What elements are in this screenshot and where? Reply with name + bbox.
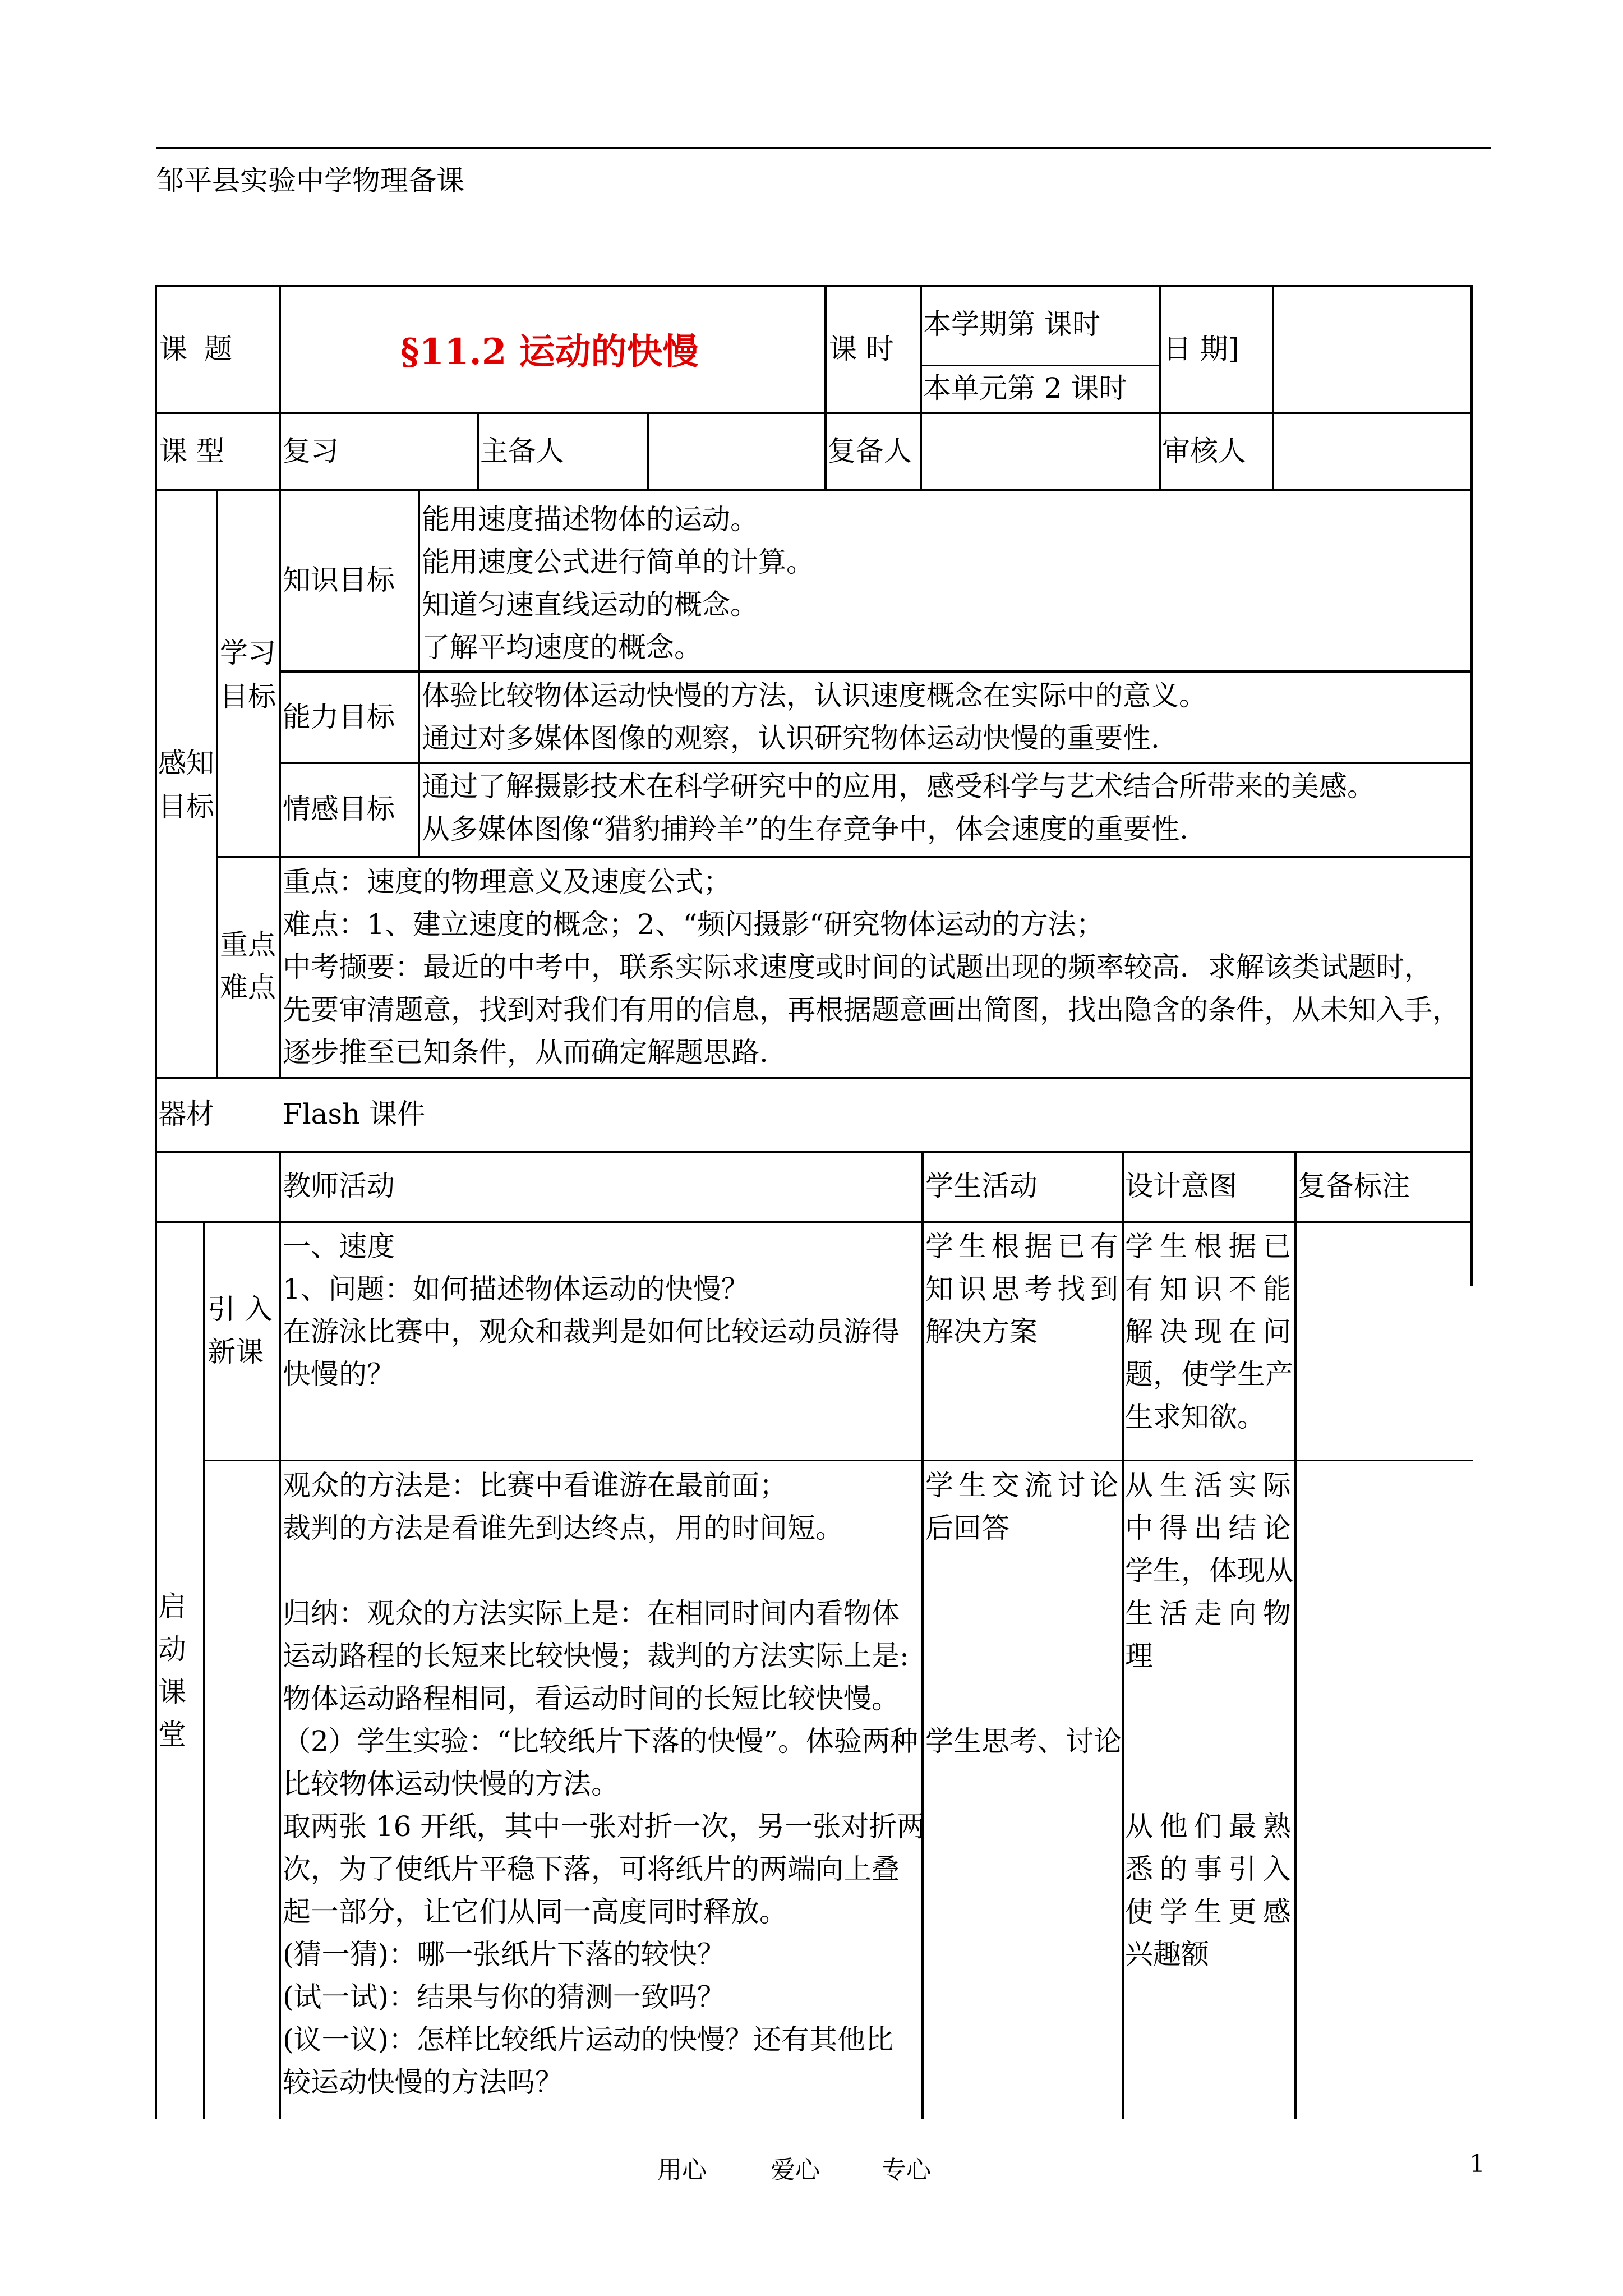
page-number: 1 — [1469, 2150, 1485, 2178]
class-teacher-line: 裁判的方法是看谁先到达终点，用的时间短。 — [283, 1512, 843, 1544]
class-design-line: 学生，体现从 — [1125, 1554, 1293, 1587]
intro-design-line: 学生根据已 — [1125, 1230, 1291, 1263]
period-unit: 本单元第 2 课时 — [923, 372, 1127, 404]
key-line: 重点：速度的物理意义及速度公式； — [283, 866, 731, 898]
footer-word-1: 用心 — [657, 2156, 707, 2184]
class-design-line: 悉的事引入 — [1125, 1853, 1291, 1885]
class-label-char: 堂 — [158, 1718, 186, 1751]
class-label-char: 动 — [158, 1633, 186, 1665]
key-line: 中考撷要：最近的中考中，联系实际求速度或时间的试题出现的频率较高．求解该类试题时， — [283, 951, 1432, 983]
intro-design-line: 有知识不能 — [1125, 1273, 1291, 1305]
lead-label: 主备人 — [480, 435, 564, 467]
class-label-char: 课 — [158, 1676, 186, 1708]
class-teacher-line: 运动路程的长短来比较快慢；裁判的方法实际上是: — [283, 1640, 909, 1672]
ability-goal-label: 能力目标 — [283, 701, 395, 733]
class-teacher-line: 比较物体运动快慢的方法。 — [283, 1768, 619, 1800]
class-label-char: 启 — [158, 1590, 186, 1623]
class-teacher-line: (猜一猜)：哪一张纸片下落的较快？ — [283, 1938, 726, 1971]
footer-word-2: 爱心 — [771, 2156, 820, 2184]
review-note-header: 复备标注 — [1298, 1170, 1410, 1202]
emotion-line: 从多媒体图像“猎豹捕羚羊”的生存竞争中，体会速度的重要性. — [422, 813, 1189, 845]
key-line: 难点：1、建立速度的概念；2、“频闪摄影“研究物体运动的方法； — [283, 908, 1104, 941]
class-student-line: 学生交流讨论 — [925, 1469, 1118, 1502]
intro-student-line: 学生根据已有 — [925, 1230, 1118, 1263]
perception-label-2: 目标 — [158, 790, 214, 823]
class-teacher-line: （2）学生实验：“比较纸片下落的快慢”。体验两种 — [283, 1725, 918, 1757]
class-design-line: 生活走向物 — [1125, 1597, 1291, 1630]
study-goal-label-1: 学习 — [220, 637, 276, 669]
intro-student-line: 知识思考找到 — [925, 1273, 1118, 1305]
class-teacher-line: 较运动快慢的方法吗？ — [283, 2066, 563, 2099]
key-line: 先要审清题意，找到对我们有用的信息，再根据题意画出简图，找出隐含的条件，从未知入手， — [283, 993, 1460, 1026]
emotion-goal-label: 情感目标 — [283, 793, 395, 825]
school-header: 邹平县实验中学物理备课 — [156, 164, 464, 197]
class-teacher-line: (议一议)：怎样比较纸片运动的快慢？还有其他比 — [283, 2023, 894, 2056]
perception-label-1: 感知 — [158, 747, 214, 779]
class-design-line: 兴趣额 — [1125, 1938, 1209, 1971]
knowledge-line: 能用速度公式进行简单的计算。 — [422, 546, 814, 578]
header-rule — [156, 147, 1491, 149]
study-goal-label-2: 目标 — [220, 680, 276, 713]
class-design-line: 从他们最熟 — [1125, 1810, 1291, 1843]
key-line: 逐步推至已知条件，从而确定解题思路. — [283, 1036, 768, 1069]
class-teacher-line: 次，为了使纸片平稳下落，可将纸片的两端向上叠 — [283, 1853, 900, 1885]
type-value: 复习 — [283, 435, 339, 467]
topic-label: 课 题 — [159, 333, 232, 365]
class-design-line: 使学生更感 — [1125, 1895, 1291, 1928]
key-points-label-1: 重点 — [220, 928, 276, 961]
intro-teacher-line: 1、问题：如何描述物体运动的快慢？ — [283, 1273, 749, 1305]
class-teacher-line: 归纳：观众的方法实际上是：在相同时间内看物体 — [283, 1597, 900, 1630]
knowledge-goal-label: 知识目标 — [283, 564, 395, 596]
class-design-line: 中得出结论 — [1125, 1512, 1291, 1544]
class-student-line: 后回答 — [925, 1512, 1009, 1544]
date-label: 日 期] — [1163, 333, 1239, 365]
emotion-line: 通过了解摄影技术在科学研究中的应用，感受科学与艺术结合所带来的美感。 — [422, 770, 1375, 803]
class-teacher-line: 物体运动路程相同，看运动时间的长短比较快慢。 — [283, 1682, 900, 1715]
intro-design-line: 解决现在问 — [1125, 1315, 1291, 1348]
class-design-line: 从生活实际 — [1125, 1469, 1291, 1502]
intro-student-line: 解决方案 — [925, 1315, 1038, 1348]
intro-teacher-line: 快慢的？ — [283, 1358, 395, 1391]
type-label: 课 型 — [159, 435, 224, 467]
intro-teacher-line: 一、速度 — [283, 1230, 395, 1263]
intro-design-line: 题，使学生产 — [1125, 1358, 1293, 1391]
equipment-label: 器材 — [158, 1098, 214, 1130]
ability-line: 通过对多媒体图像的观察，认识研究物体运动快慢的重要性. — [422, 722, 1160, 754]
teacher-activity-header: 教师活动 — [283, 1170, 395, 1202]
class-teacher-line: 观众的方法是：比赛中看谁游在最前面； — [283, 1469, 787, 1502]
co-preparer-label: 复备人 — [828, 435, 912, 467]
knowledge-line: 知道匀速直线运动的概念。 — [422, 588, 758, 621]
period-label: 课 时 — [829, 333, 894, 365]
period-semester: 本学期第 课时 — [923, 308, 1100, 341]
class-teacher-line: 起一部分，让它们从同一高度同时释放。 — [283, 1895, 787, 1928]
design-intent-header: 设计意图 — [1125, 1170, 1237, 1202]
footer-word-3: 专心 — [882, 2156, 931, 2184]
intro-design-line: 生求知欲。 — [1125, 1401, 1265, 1433]
lesson-title: §11.2 运动的快慢 — [400, 331, 699, 373]
knowledge-line: 了解平均速度的概念。 — [422, 631, 702, 664]
class-teacher-line: (试一试)：结果与你的猜测一致吗？ — [283, 1981, 726, 2013]
class-design-line: 理 — [1125, 1640, 1153, 1672]
intro-label-2: 新课 — [208, 1336, 264, 1368]
ability-line: 体验比较物体运动快慢的方法，认识速度概念在实际中的意义。 — [422, 679, 1207, 712]
class-teacher-line: 取两张 16 开纸，其中一张对折一次，另一张对折两 — [283, 1810, 925, 1843]
reviewer-label: 审核人 — [1162, 435, 1246, 467]
intro-label-1: 引 入 — [208, 1293, 273, 1326]
intro-teacher-line: 在游泳比赛中，观众和裁判是如何比较运动员游得 — [283, 1315, 900, 1348]
student-activity-header: 学生活动 — [925, 1170, 1038, 1202]
equipment-value: Flash 课件 — [283, 1098, 426, 1130]
knowledge-line: 能用速度描述物体的运动。 — [422, 503, 758, 536]
class-student-line: 学生思考、讨论 — [925, 1725, 1122, 1757]
key-points-label-2: 难点 — [220, 971, 276, 1004]
